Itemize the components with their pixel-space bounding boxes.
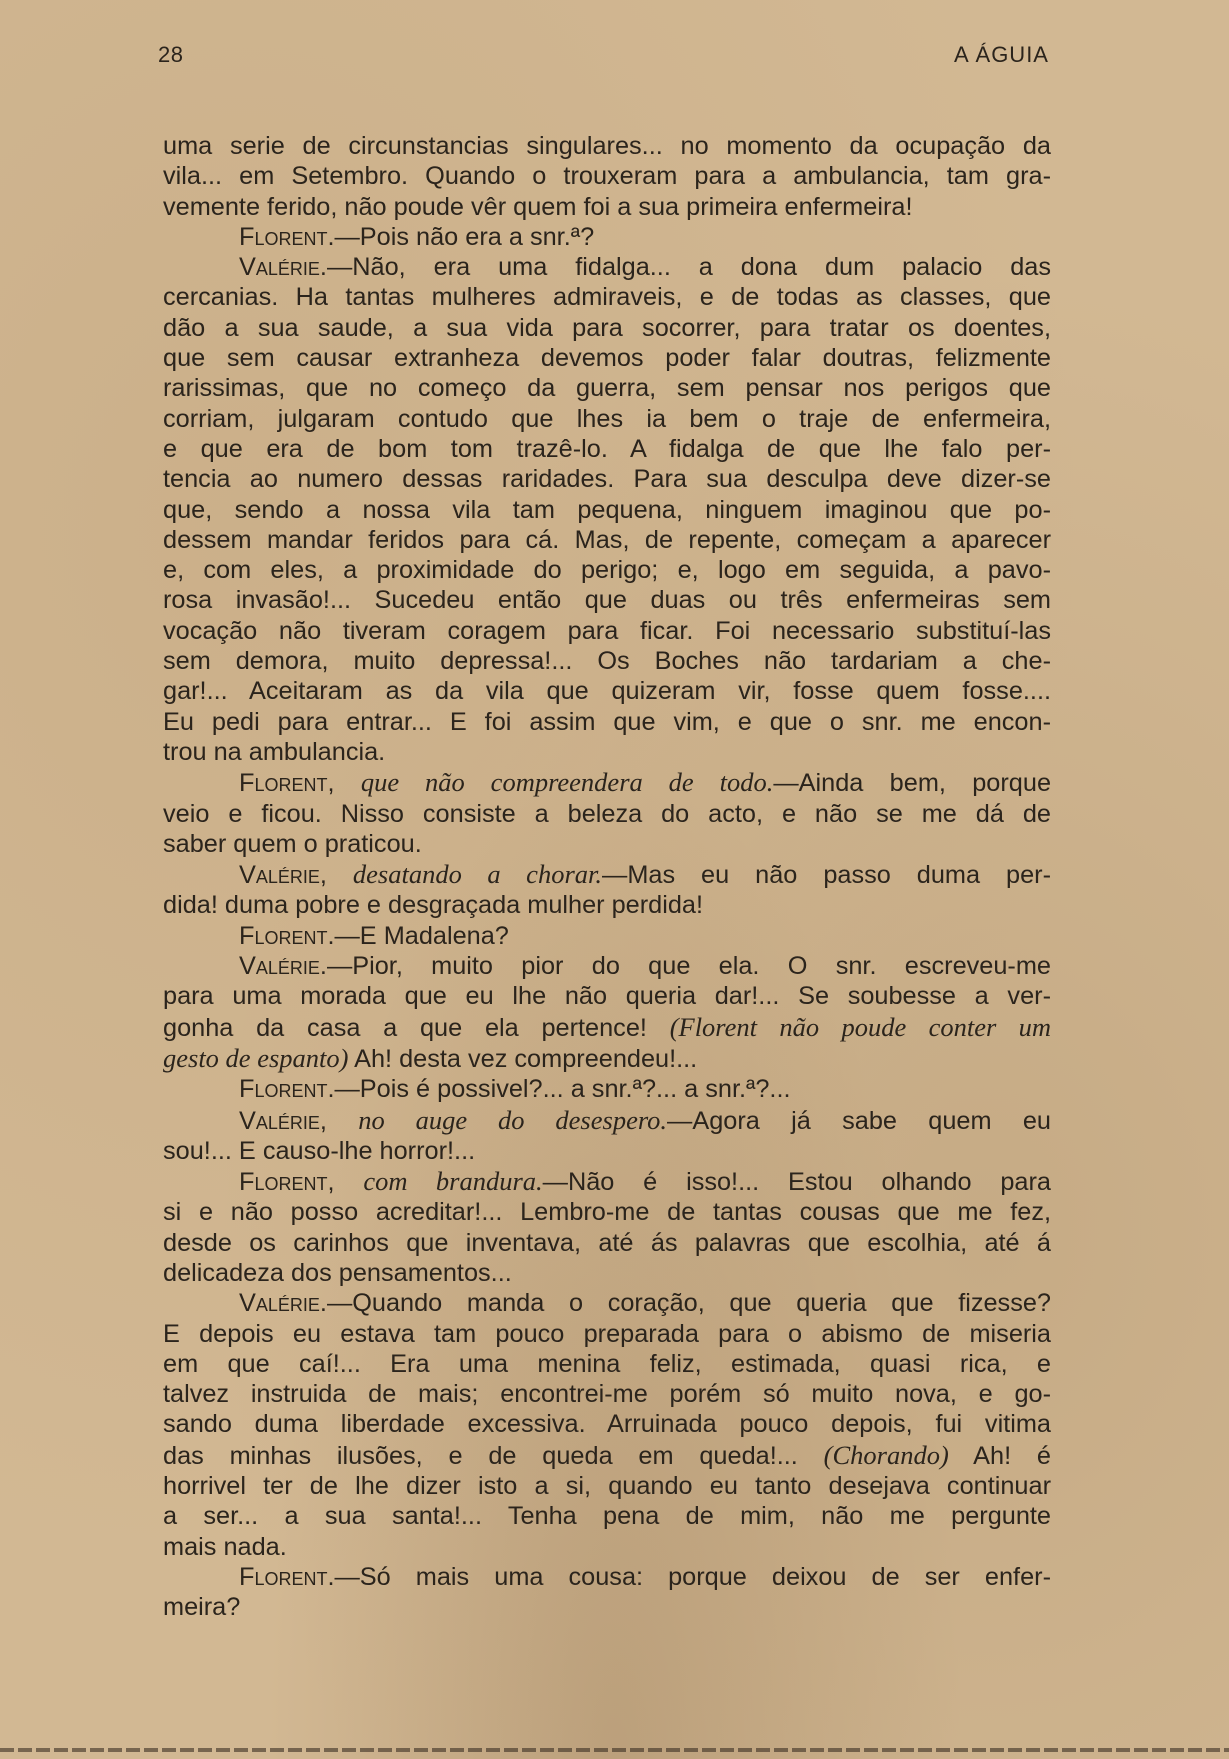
speaker-name: Florent, xyxy=(239,1168,364,1197)
dialogue-text: cercanias. Ha tantas mulheres admiraveis, e de todas as classes, que xyxy=(163,283,1051,312)
running-head: A ÁGUIA xyxy=(953,42,1049,67)
dialogue-text: a ser... a sua santa!... Tenha pena de mim, não me pergunte xyxy=(163,1502,1051,1531)
dialogue-text: rarissimas, que no começo da guerra, sem pensar nos perigos que xyxy=(163,374,1051,403)
dialogue-text: horrivel ter de lhe dizer isto a si, quando eu tanto desejava continuar xyxy=(163,1472,1051,1501)
dialogue-text: veio e ficou. Nisso consiste a beleza do acto, e não se me dá de xyxy=(163,799,1051,828)
text-line xyxy=(163,1501,1051,1531)
dialogue-text: —Mas eu não passo duma per- xyxy=(602,861,1051,890)
dialogue-text: dessem mandar feridos para cá. Mas, de repente, começam a aparecer xyxy=(163,525,1051,554)
text-line xyxy=(163,921,1051,951)
stage-direction: que não compreendera de todo. xyxy=(360,767,774,798)
text-line xyxy=(163,525,1051,555)
text-line xyxy=(163,495,1051,525)
dialogue-text: sando duma liberdade excessiva. Arruinada pouco depois, fui vitima xyxy=(163,1410,1051,1439)
dialogue-text: e, com eles, a proximidade do perigo; e, logo em seguida, a pavo- xyxy=(163,556,1051,585)
dialogue-text: vemente ferido, não poude vêr quem foi a sua primeira enfermeira! xyxy=(163,192,913,221)
dialogue-text: —Agora já sabe quem eu xyxy=(667,1106,1051,1135)
dialogue-text: —Só mais uma cousa: porque deixou de ser enfer- xyxy=(334,1562,1051,1591)
dialogue-text: Eu pedi para entrar... E foi assim que vim, e que o snr. me encon- xyxy=(163,707,1051,736)
text-line xyxy=(163,829,1051,859)
dialogue-text: gar!... Aceitaram as da vila que quizeram vir, fosse quem fosse.... xyxy=(163,677,1051,706)
text-line xyxy=(163,1532,1051,1562)
text-line xyxy=(163,131,1051,161)
dialogue-text: para uma morada que eu lhe não queria dar!... Se soubesse a ver- xyxy=(163,982,1051,1011)
dialogue-text: dida! duma pobre e desgraçada mulher perdida! xyxy=(163,891,704,920)
text-line xyxy=(163,1440,1051,1471)
dialogue-text: dão a sua saude, a sua vida para socorrer, para tratar os doentes, xyxy=(163,313,1051,342)
speaker-name: Valérie. xyxy=(239,1289,327,1318)
dialogue-text: que, sendo a nossa vila tam pequena, ninguem imaginou que po- xyxy=(163,495,1051,524)
dialogue-text: uma serie de circunstancias singulares... no momento da ocupação da xyxy=(163,132,1051,160)
text-line xyxy=(163,676,1051,706)
dialogue-text: gonha da casa a que ela pertence! xyxy=(163,1013,670,1042)
speaker-name: Florent. xyxy=(239,1562,335,1591)
text-line xyxy=(163,585,1051,615)
dialogue-text: das minhas ilusões, e de queda em queda!... xyxy=(163,1441,824,1470)
dialogue-text: desde os carinhos que inventava, até ás palavras que escolhia, até á xyxy=(163,1228,1051,1257)
text-line xyxy=(163,646,1051,676)
stage-direction: gesto de espanto) xyxy=(163,1042,349,1073)
dialogue-text: saber quem o praticou. xyxy=(163,829,422,858)
speaker-name: Valérie. xyxy=(239,952,327,981)
dialogue-text: —E Madalena? xyxy=(334,921,509,950)
dialogue-text: meira? xyxy=(163,1593,241,1622)
text-line xyxy=(163,252,1051,282)
bottom-edge-rule xyxy=(0,1748,1229,1752)
stage-direction: (Florent não poude conter um xyxy=(669,1011,1052,1042)
stage-direction: desatando a chorar. xyxy=(352,859,603,890)
dialogue-text: —Pior, muito pior do que ela. O snr. escreveu-me xyxy=(326,952,1051,981)
text-line xyxy=(163,313,1051,343)
text-line xyxy=(163,555,1051,585)
speaker-name: Valérie. xyxy=(239,253,327,282)
text-line xyxy=(163,1197,1051,1227)
text-line xyxy=(163,192,1051,222)
dialogue-text: —Quando manda o coração, que queria que fizesse? xyxy=(326,1289,1051,1318)
text-line xyxy=(163,890,1051,920)
page-number: 28 xyxy=(158,42,184,67)
text-line xyxy=(163,282,1051,312)
text-line xyxy=(163,161,1051,191)
text-line xyxy=(163,767,1051,798)
dialogue-text: —Não é isso!... Estou olhando para xyxy=(542,1168,1051,1197)
text-line xyxy=(163,799,1051,829)
text-line xyxy=(163,1592,1051,1622)
text-line xyxy=(163,222,1051,252)
dialogue-text: vila... em Setembro. Quando o trouxeram para a ambulancia, tam gra- xyxy=(163,162,1051,191)
text-line xyxy=(163,464,1051,494)
stage-direction: no auge do desespero. xyxy=(358,1104,668,1135)
text-line xyxy=(163,1136,1051,1166)
dialogue-text: —Ainda bem, porque xyxy=(773,769,1052,798)
dialogue-text: Ah! desta vez compreendeu!... xyxy=(348,1044,698,1073)
dialogue-text: —Não, era uma fidalga... a dona dum palacio das xyxy=(326,253,1051,282)
text-line xyxy=(163,1471,1051,1501)
dialogue-text: sou!... E causo-lhe horror!... xyxy=(163,1136,476,1165)
text-line xyxy=(163,1409,1051,1439)
text-line xyxy=(163,951,1051,981)
stage-direction: (Chorando) xyxy=(823,1439,949,1470)
text-line xyxy=(163,1228,1051,1258)
text-line xyxy=(163,434,1051,464)
dialogue-text: trou na ambulancia. xyxy=(163,737,386,766)
dialogue-text: sem demora, muito depressa!... Os Boches não tardariam a che- xyxy=(163,647,1051,676)
text-line xyxy=(163,1319,1051,1349)
body-text xyxy=(163,131,1051,1623)
text-line xyxy=(163,1379,1051,1409)
text-line xyxy=(163,707,1051,737)
text-line xyxy=(163,981,1051,1011)
speaker-name: Florent. xyxy=(239,921,335,950)
dialogue-text: E depois eu estava tam pouco preparada para o abismo de miseria xyxy=(163,1319,1051,1348)
dialogue-text: vocação não tiveram coragem para ficar. Foi necessario substituí-las xyxy=(163,616,1051,645)
dialogue-text: talvez instruida de mais; encontrei-me porém só muito nova, e go- xyxy=(163,1380,1051,1409)
text-line xyxy=(163,1012,1051,1043)
text-line xyxy=(163,616,1051,646)
dialogue-text: corriam, julgaram contudo que lhes ia bem o traje de enfermeira, xyxy=(163,404,1051,433)
dialogue-text: rosa invasão!... Sucedeu então que duas ou três enfermeiras sem xyxy=(163,586,1051,615)
text-line xyxy=(163,1562,1051,1592)
stage-direction: com brandura. xyxy=(363,1166,543,1197)
speaker-name: Florent. xyxy=(239,222,335,251)
speaker-name: Florent. xyxy=(239,1075,335,1104)
dialogue-text: e que era de bom tom trazê-lo. A fidalga de que lhe falo per- xyxy=(163,434,1051,463)
text-line xyxy=(163,1258,1051,1288)
dialogue-text: —Pois não era a snr.ª? xyxy=(334,222,595,251)
speaker-name: Valérie, xyxy=(239,1106,359,1135)
dialogue-text: mais nada. xyxy=(163,1532,287,1561)
speaker-name: Florent, xyxy=(239,769,361,798)
text-line xyxy=(163,859,1051,890)
text-line xyxy=(163,373,1051,403)
dialogue-text: tencia ao numero dessas raridades. Para sua desculpa deve dizer-se xyxy=(163,465,1051,494)
text-line xyxy=(163,1349,1051,1379)
text-line xyxy=(163,1105,1051,1136)
dialogue-text: que sem causar extranheza devemos poder falar doutras, felizmente xyxy=(163,344,1051,373)
dialogue-text: —Pois é possivel?... a snr.ª?... a snr.ª?... xyxy=(334,1075,791,1104)
speaker-name: Valérie, xyxy=(239,861,353,890)
text-line xyxy=(163,1043,1051,1074)
text-line xyxy=(163,1288,1051,1318)
text-line xyxy=(163,737,1051,767)
dialogue-text: Ah! é xyxy=(948,1441,1051,1470)
text-line xyxy=(163,1074,1051,1104)
text-line xyxy=(163,1166,1051,1197)
dialogue-text: delicadeza dos pensamentos... xyxy=(163,1258,512,1287)
text-line xyxy=(163,343,1051,373)
dialogue-text: si e não posso acreditar!... Lembro-me de tantas cousas que me fez, xyxy=(163,1198,1051,1227)
dialogue-text: em que caí!... Era uma menina feliz, estimada, quasi rica, e xyxy=(163,1349,1051,1378)
text-line xyxy=(163,404,1051,434)
